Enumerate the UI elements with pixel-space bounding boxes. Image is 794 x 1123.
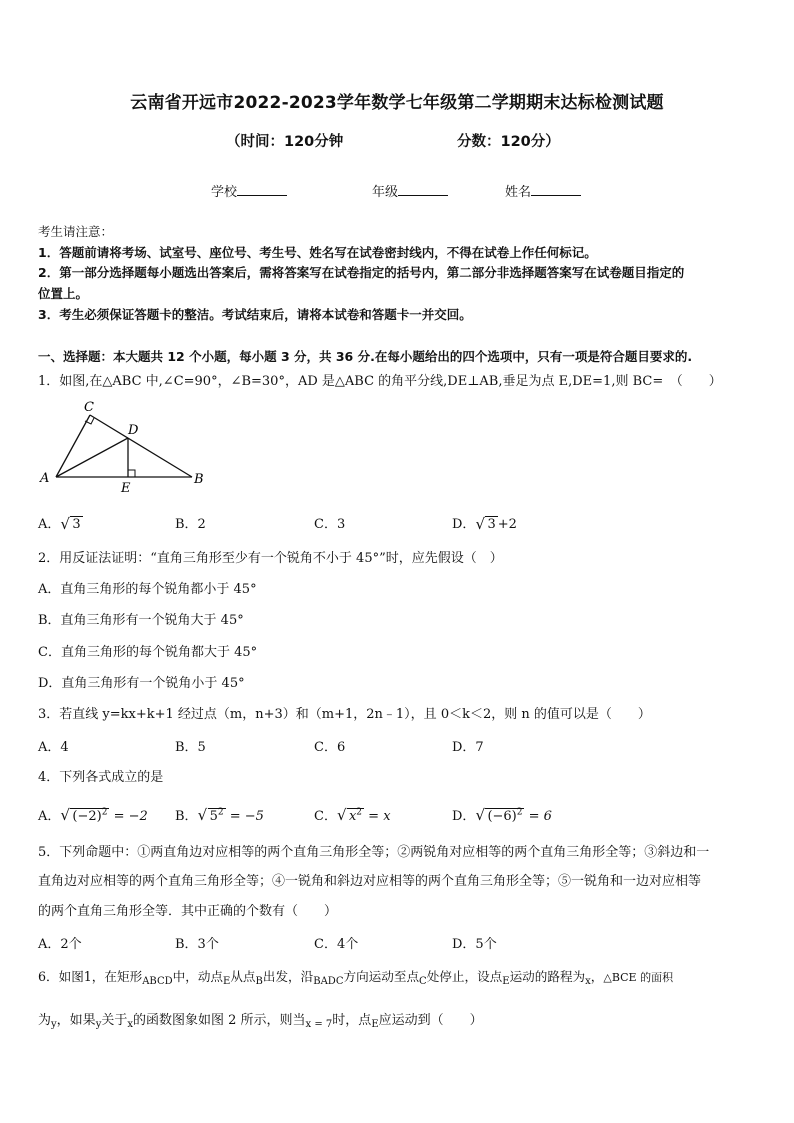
q2-option-b[interactable]: B．直角三角形有一个锐角大于 45° (38, 613, 244, 628)
q5-option-c[interactable]: C．4个 (314, 937, 359, 952)
right-angle-e-mark (128, 470, 135, 477)
name-field[interactable] (505, 181, 581, 200)
q5-option-d[interactable]: D．5个 (452, 937, 497, 952)
q5-option-a[interactable]: A．2个 (38, 937, 82, 952)
q4-option-c[interactable]: C．√ $x^2 = x$ (314, 805, 391, 824)
q5-stem-line1: 5．下列命题中：①两直角边对应相等的两个直角三角形全等；②两锐角对应相等的两个直角三角形全等；③斜边和一 (38, 845, 710, 860)
exam-score: 分数：120分） (457, 134, 560, 150)
q5-option-b[interactable]: B．3个 (175, 937, 219, 952)
q2-option-c[interactable]: C．直角三角形的每个锐角都大于 45° (38, 645, 258, 660)
grade-label: 年级 (372, 185, 399, 200)
school-label: 学校 (211, 185, 238, 200)
notice-item-2-cont: 位置上。 (38, 286, 89, 301)
label-e: E (121, 481, 131, 496)
edge-cb (90, 415, 192, 477)
grade-blank[interactable] (398, 183, 448, 196)
label-b: B (194, 472, 204, 487)
q6-stem-line2: 为$_y$，如果$_y$关于$_x$的函数图象如图 2 所示，则当$_{x = 7}$时，点$_E$应运动到（ ） (38, 1013, 483, 1030)
q3-option-d[interactable]: D．7 (452, 740, 484, 755)
q2-stem: 2．用反证法证明：“直角三角形至少有一个锐角不小于 45°”时，应先假设（ ） (38, 551, 503, 566)
notice-item-3: 3．考生必须保证答题卡的整洁。考试结束后，请将本试卷和答题卡一并交回。 (38, 307, 472, 322)
name-label: 姓名 (505, 185, 532, 200)
q5-stem-line2: 直角边对应相等的两个直角三角形全等；④一锐角和斜边对应相等的两个直角三角形全等；⑤一锐角和一边对应相等 (38, 874, 702, 889)
notice-item-1: 1．答题前请将考场、试室号、座位号、考生号、姓名写在试卷密封线内，不得在试卷上作任何标记。 (38, 245, 597, 260)
q4-option-a[interactable]: A．√ $(-2)^2 = -2$ (38, 805, 148, 824)
q2-option-a[interactable]: A．直角三角形的每个锐角都小于 45° (38, 582, 257, 597)
q3-option-a[interactable]: A．4 (38, 740, 69, 755)
q4-stem: 4．下列各式成立的是 (38, 770, 164, 785)
q1-triangle-figure (36, 398, 216, 498)
label-d: D (128, 423, 139, 438)
q3-option-b[interactable]: B．5 (175, 740, 206, 755)
q5-stem-line3: 的两个直角三角形全等．其中正确的个数有（ ） (38, 904, 338, 919)
q1-option-d[interactable]: D．√ 3 +2 (452, 513, 517, 532)
notice-item-2: 2．第一部分选择题每小题选出答案后，需将答案写在试卷指定的括号内，第二部分非选择题答案写在试卷题目指定的 (38, 265, 685, 280)
page-title: 云南省开远市2022-2023学年数学七年级第二学期期末达标检测试题 (130, 93, 664, 113)
exam-time: （时间：120分钟 (226, 134, 344, 150)
label-a: A (40, 471, 50, 486)
school-field[interactable] (211, 181, 287, 200)
q4-option-d[interactable]: D．√ $(-6)^2 = 6$ (452, 805, 552, 824)
label-c: C (84, 400, 94, 415)
name-blank[interactable] (531, 183, 581, 196)
school-blank[interactable] (237, 183, 287, 196)
notice-heading: 考生请注意： (38, 224, 114, 239)
q1-stem: 1．如图,在△ABC 中,∠C=90°，∠B=30°，AD 是△ABC 的角平分线,DE⊥AB,垂足为点 E,DE=1,则 BC= （ ） (38, 374, 722, 389)
q1-option-a[interactable]: A．√ 3 (38, 513, 83, 532)
q3-stem: 3．若直线 y=kx+k+1 经过点（m，n+3）和（m+1，2n﹣1），且 0＜k＜2，则 n 的值可以是（ ） (38, 707, 651, 722)
section-heading: 一、选择题：本大题共 12 个小题，每小题 3 分，共 36 分.在每小题给出的四个选项中，只有一项是符合题目要求的. (38, 349, 693, 364)
q1-option-b[interactable]: B．2 (175, 517, 206, 532)
grade-field[interactable] (372, 181, 448, 200)
q4-option-b[interactable]: B．√ $5^2 = -5$ (175, 805, 264, 824)
q1-option-c[interactable]: C．3 (314, 517, 346, 532)
q3-option-c[interactable]: C．6 (314, 740, 346, 755)
q2-option-d[interactable]: D．直角三角形有一个锐角小于 45° (38, 676, 245, 691)
q6-stem-line1: 6．如图1，在矩形$_{ABCD}$中，动点$_E$从点$_B$出发，沿$_{BADC}$方向运动至点$_C$处停止，设点$_E$运动的路程为$_x$，△BCE 的面积 (38, 969, 674, 987)
